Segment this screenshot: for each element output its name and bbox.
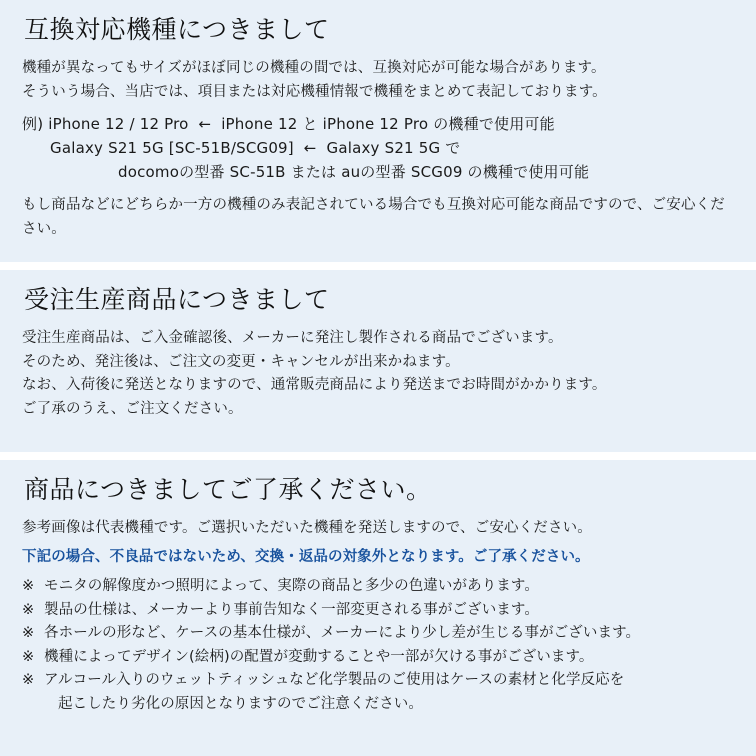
page-title: 互換対応機種につきまして [24, 15, 330, 44]
intro-line: そういう場合、当店では、項目または対応機種情報で機種をまとめて表記しております。 [22, 83, 607, 100]
list-item-continuation: 起こしたり劣化の原因となりますのでご注意ください。 [58, 695, 423, 712]
example-block [22, 112, 734, 184]
list-item [22, 599, 734, 622]
list-item-label: モニタの解像度かつ照明によって、実際の商品と多少の色違いがあります。 [44, 578, 539, 595]
disclaimer-list [22, 575, 734, 716]
list-item-label: 各ホールの形など、ケースの基本仕様が、メーカーにより少し差が生じる事がございます。 [44, 625, 641, 642]
bullet-mark-icon: ※ [22, 648, 35, 665]
bullet-mark-icon: ※ [22, 672, 35, 689]
list-item [22, 646, 734, 669]
body-line: 受注生産商品は、ご入金確認後、メーカーに発注し製作される商品でございます。 [22, 330, 563, 347]
example-line: Galaxy S21 5G [SC-51B/SCG09] ← Galaxy S21 5G で [50, 139, 461, 158]
intro-paragraph [22, 57, 734, 104]
list-item [22, 669, 734, 716]
section-made-to-order [0, 270, 756, 452]
section-compatible-models [0, 0, 756, 262]
body-line: そのため、発注後は、ご注文の変更・キャンセルが出来かねます。 [22, 353, 460, 370]
body-line: なお、入荷後に発送となりますので、通常販売商品により発送までお時間がかかります。 [22, 377, 607, 394]
example-line: docomoの型番 SC-51B または auの型番 SCG09 の機種で使用可能 [118, 163, 590, 182]
list-item [22, 575, 734, 598]
list-item [22, 622, 734, 645]
lead-line: 参考画像は代表機種です。ご選択いただいた機種を発送しますので、ご安心ください。 [22, 520, 592, 537]
bullet-mark-icon: ※ [22, 578, 35, 595]
bullet-mark-icon: ※ [22, 601, 35, 618]
list-item-label: 製品の仕様は、メーカーより事前告知なく一部変更される事がございます。 [44, 601, 539, 618]
outro-paragraph [22, 194, 734, 241]
section-disclaimer [0, 460, 756, 756]
bullet-mark-icon: ※ [22, 625, 35, 642]
outro-line: もし商品などにどちらか一方の機種のみ表記されている場合でも互換対応可能な商品ですので、ご安心ください。 [22, 197, 725, 237]
example-line: 例) iPhone 12 / 12 Pro ← iPhone 12 と iPhone 12 Pro の機種で使用可能 [22, 115, 555, 134]
list-item-label: 機種によってデザイン(絵柄)の配置が変動することや一部が欠ける事がございます。 [44, 648, 594, 665]
notice-text: 下記の場合、不良品ではないため、交換・返品の対象外となります。ご了承ください。 [22, 548, 590, 565]
section-divider [0, 262, 756, 270]
intro-line: 機種が異なってもサイズがほぼ同じの機種の間では、互換対応が可能な場合があります。 [22, 60, 606, 77]
body-line: ご了承のうえ、ご注文ください。 [22, 400, 243, 417]
section-title: 受注生産商品につきまして [24, 285, 330, 314]
section-title: 商品につきましてご了承ください。 [24, 475, 432, 504]
section-divider [0, 452, 756, 460]
list-item-label: アルコール入りのウェットティッシュなど化学製品のご使用はケースの素材と化学反応を [44, 672, 625, 689]
